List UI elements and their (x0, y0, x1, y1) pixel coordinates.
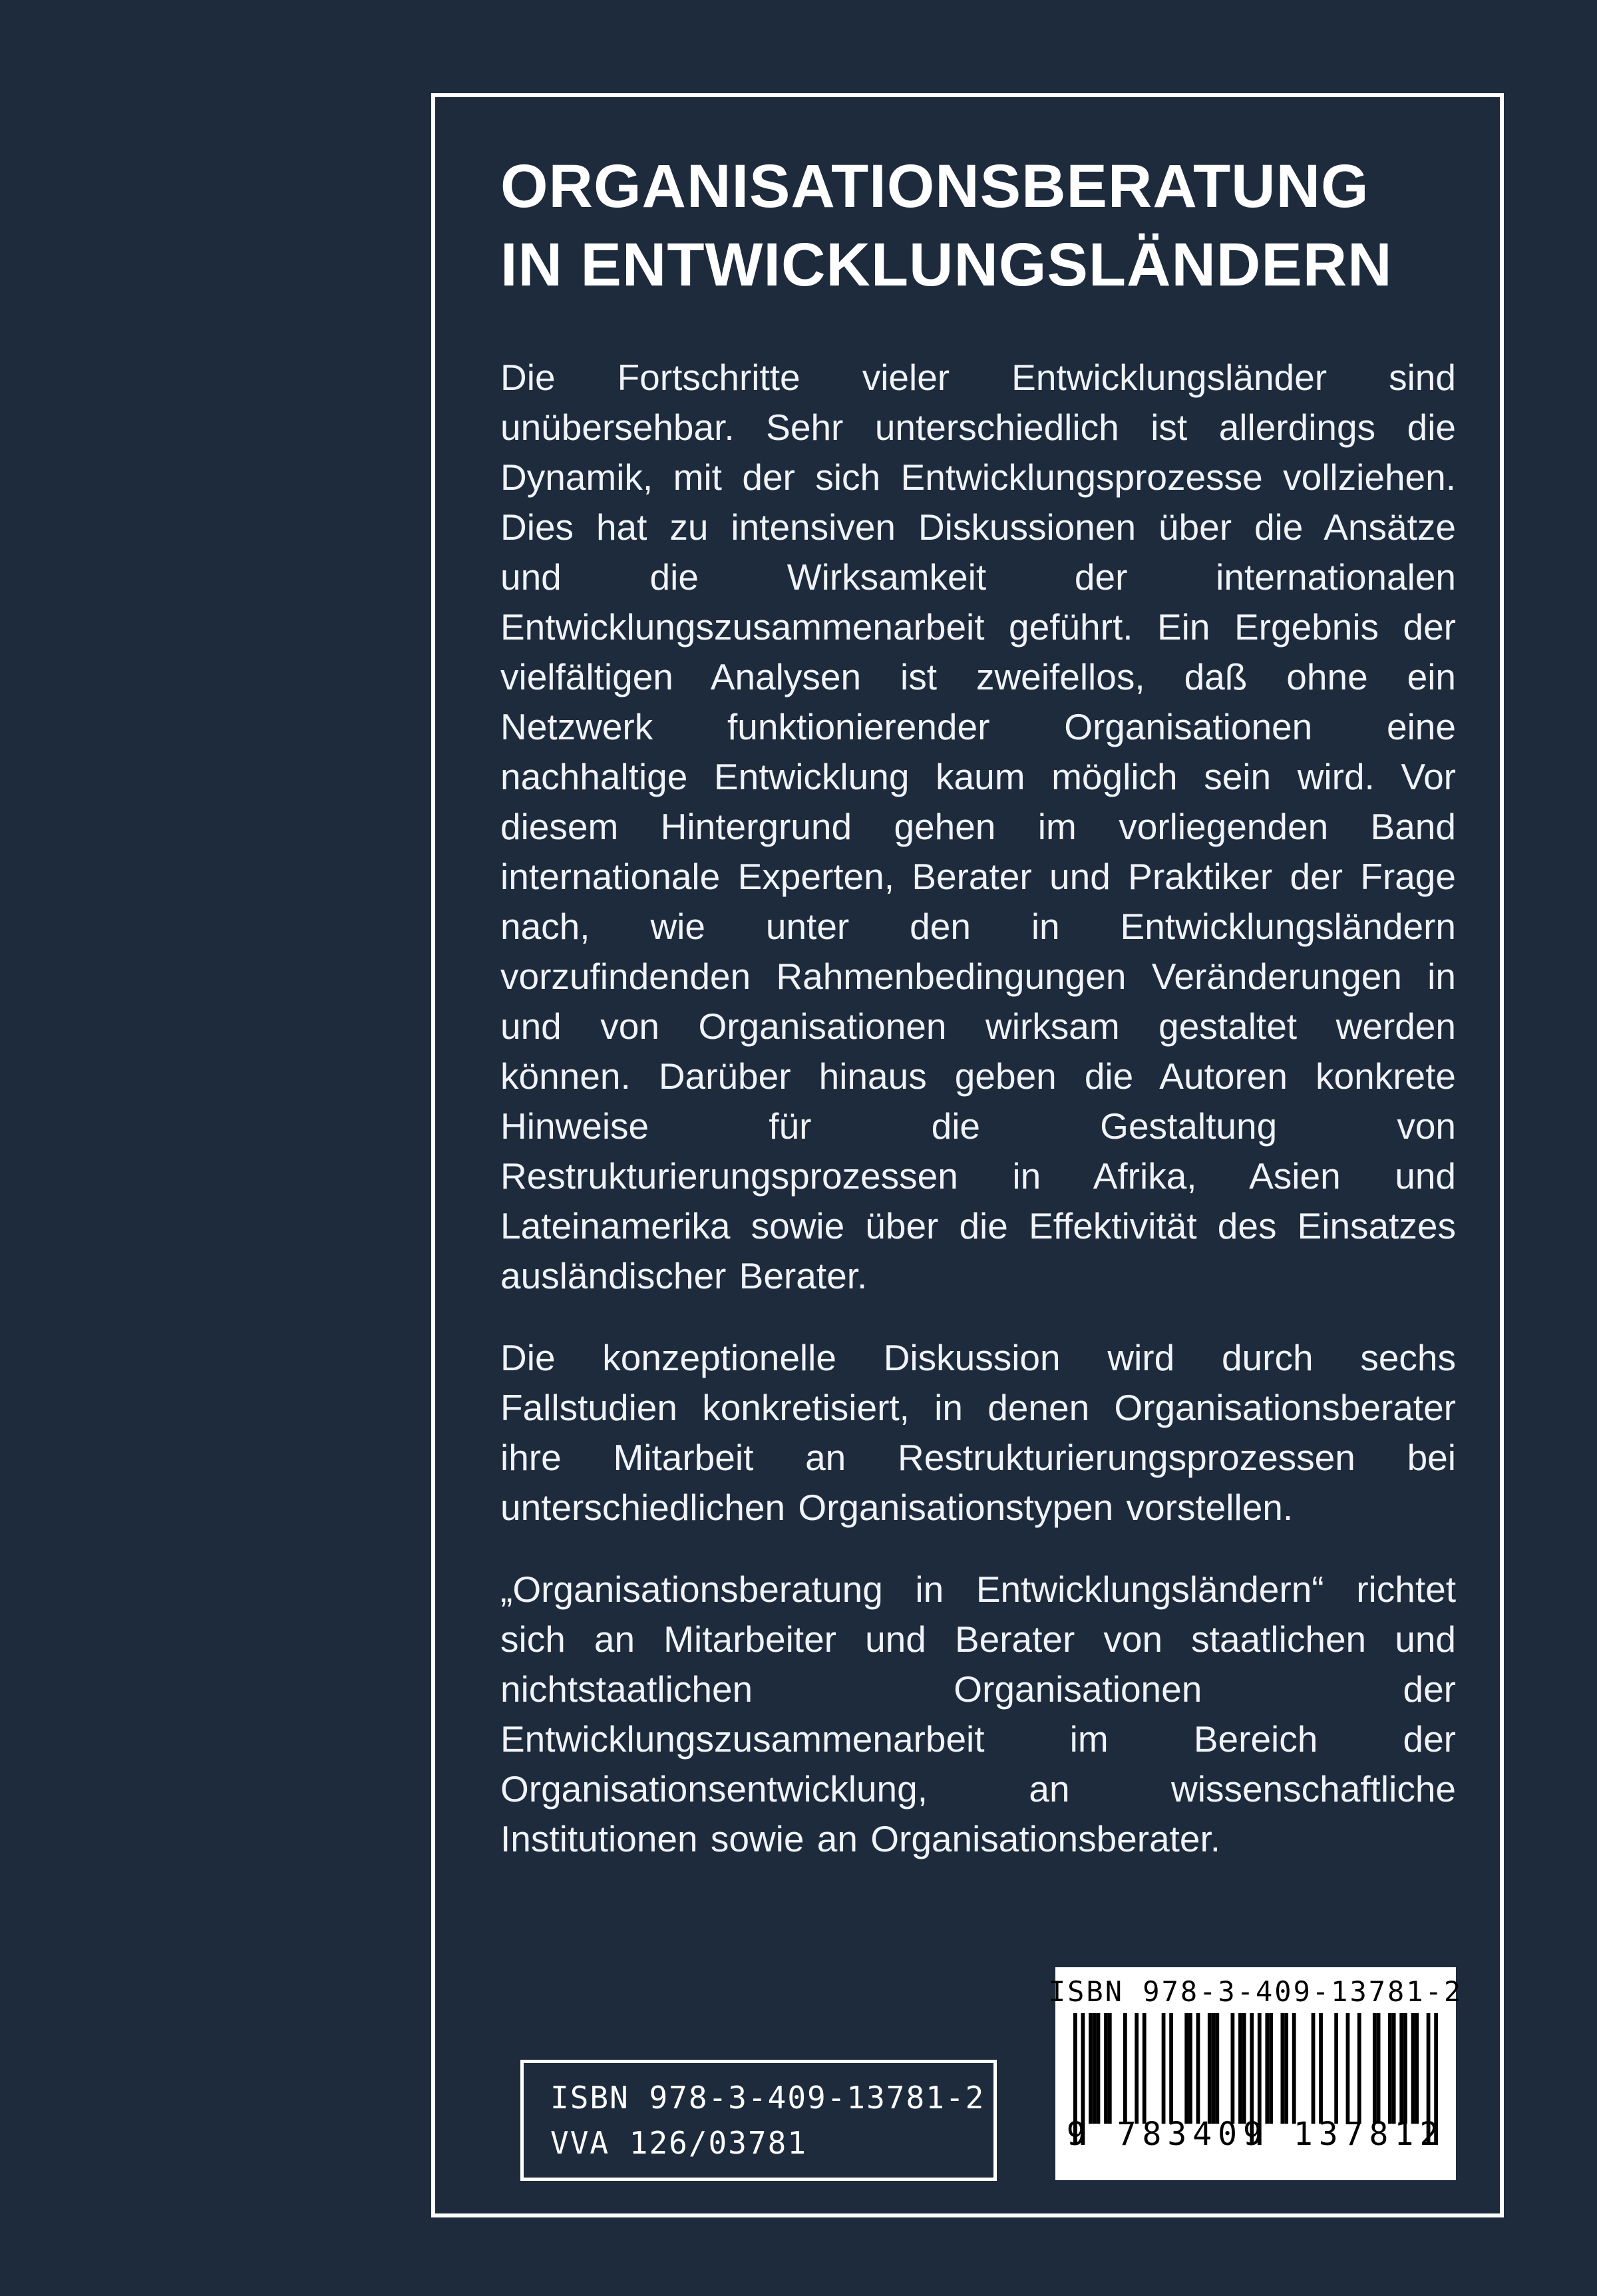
blurb-paragraph-3: „Organisationsberatung in Entwicklungsländern“ richtet sich an Mitarbeiter und Berater von staatlichen und nichtstaatlichen Organisationen der Entwicklungszusammenarbeit im Bereich der Organisationsentwicklung, an wissenschaftliche Institutionen sowie an Organisationsberater. (500, 1568, 1456, 1859)
book-title (500, 148, 1456, 305)
isbn-text: ISBN 978-3-409-13781-2 (550, 2080, 985, 2116)
blurb-paragraph-1: Die Fortschritte vieler Entwicklungsländer sind unübersehbar. Sehr unterschiedlich ist allerdings die Dynamik, mit der sich Entwicklungsprozesse vollziehen. Dies hat zu intensiven Diskussionen über die Ansätze und die Wirksamkeit der internationalen Entwicklungszusammenarbeit geführt. Ein Ergebnis der vielfältigen Analysen ist zweifellos, daß ohne ein Netzwerk funktionierender Organisationen eine nachhaltige Entwicklung kaum möglich sein wird. Vor diesem Hintergrund gehen im vorliegenden Band internationale Experten, Berater und Praktiker der Frage nach, wie unter den in Entwicklungsländern vorzufindenden Rahmenbedingungen Veränderungen in und von Organisationen wirksam gestaltet werden können. Darüber hinaus geben die Autoren konkrete Hinweise für die Gestaltung von Restrukturierungsprozessen in Afrika, Asien und Lateinamerika sowie über die Effektivität des Einsatzes ausländischer Berater. (500, 356, 1456, 1296)
barcode-panel (1048, 1967, 1463, 2180)
barcode-isbn-label: ISBN 978-3-409-13781-2 (1048, 1975, 1463, 2008)
book-title-line1: ORGANISATIONSBERATUNG (500, 152, 1369, 220)
vva-number-text: VVA 126/03781 (550, 2125, 808, 2161)
book-title-line2: IN ENTWICKLUNGSLÄNDERN (500, 230, 1393, 299)
blurb-paragraph-2: Die konzeptionelle Diskussion wird durch sechs Fallstudien konkretisiert, in denen Organisationsberater ihre Mitarbeit an Restrukturierungsprozessen bei unterschiedlichen Organisationstypen vorstellen. (500, 1336, 1456, 1528)
isbn-box (520, 2060, 997, 2181)
cover-text-area (500, 148, 1456, 1896)
barcode-number: 9 783409 137812 (1066, 2116, 1445, 2153)
